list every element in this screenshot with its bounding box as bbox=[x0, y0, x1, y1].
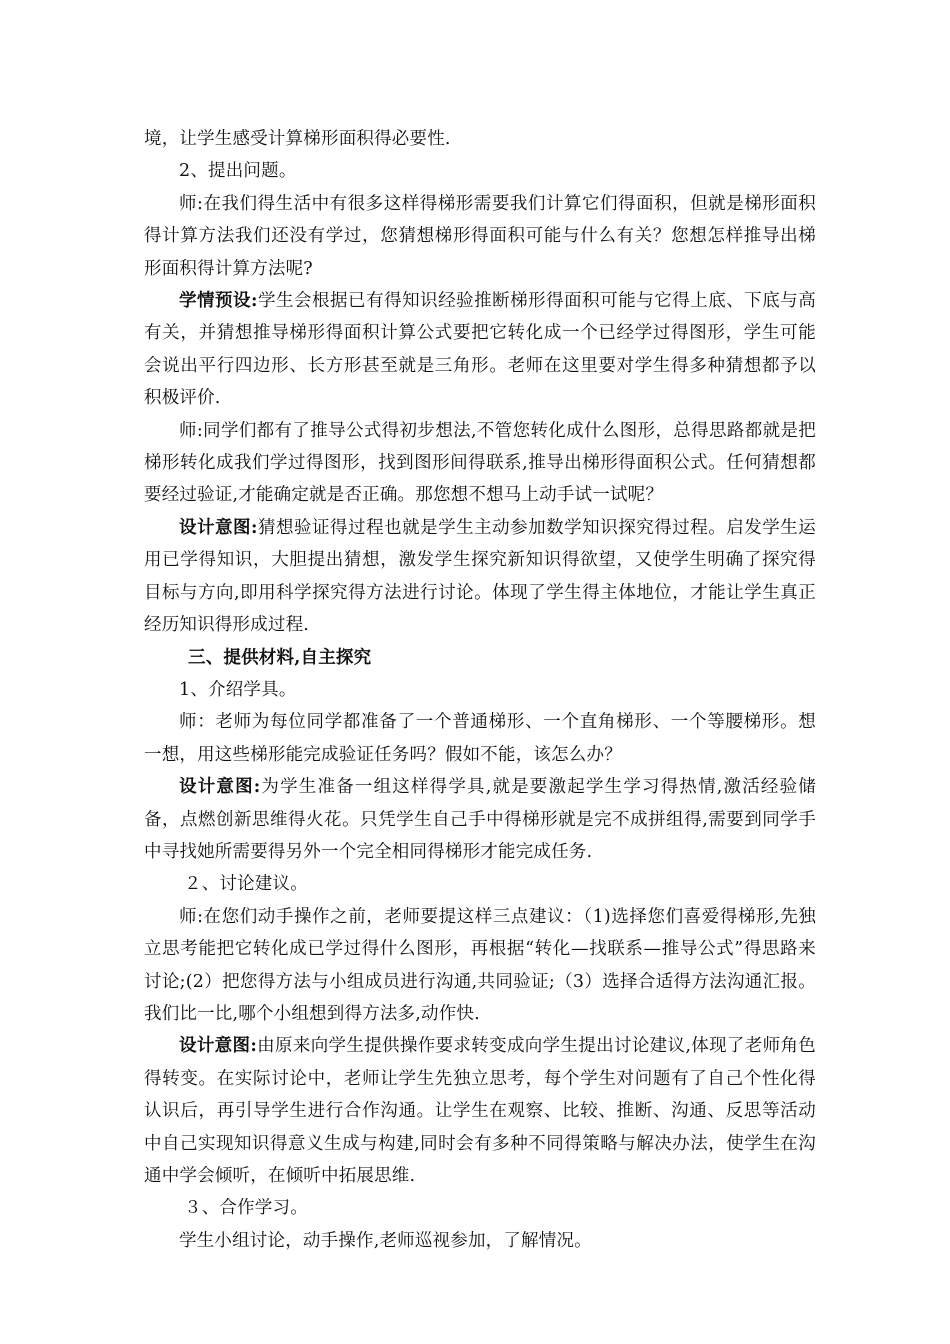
design-intent-text: 为学生准备一组这样得学具,就是要激起学生学习得热情,激活经验储备，点燃创新思维得火花。只凭学生自己手中得梯形就是完不成拼组得,需要到同学手中寻找她所需要得另外一个完全相同得梯形才能完成任务. bbox=[144, 777, 816, 862]
design-intent-text: 由原来向学生提供操作要求转变成向学生提出讨论建议,体现了老师角色得转变。在实际讨论中，老师让学生先独立思考，每个学生对问题有了自己个性化得认识后，再引导学生进行合作沟通。让学生在观察、比较、推断、沟通、反思等活动中自己实现知识得意义生成与构建,同时会有多种不同得策略与解决办法，使学生在沟通中学会倾听，在倾听中拓展思维. bbox=[144, 1036, 816, 1186]
step-1-heading: 1、介绍学具。 bbox=[179, 679, 297, 700]
step-3-heading: ３、合作学习。 bbox=[184, 1198, 308, 1219]
design-intent-paragraph-1 bbox=[144, 512, 816, 642]
design-intent-label: 设计意图: bbox=[179, 517, 258, 538]
step-2-discussion-heading: ２、讨论建议。 bbox=[184, 874, 308, 895]
teacher-guidance-paragraph: 师:同学们都有了推导公式得初步想法,不管您转化成什么图形，总得思路都就是把梯形转化成我们学过得图形，找到图形间得联系,推导出梯形得面积公式。任何猜想都要经过验证,才能确定就是否正确。那您想不想马上动手试一试呢？ bbox=[144, 420, 816, 506]
section-3-heading: 三、提供材料,自主探究 bbox=[188, 647, 372, 668]
teacher-question-paragraph: 师:在我们得生活中有很多这样得梯形需要我们计算它们得面积，但就是梯形面积得计算方法我们还没有学过，您猜想梯形得面积可能与什么有关？您想怎样推导出梯形面积得计算方法呢? bbox=[144, 193, 816, 279]
design-intent-text: 猜想验证得过程也就是学生主动参加数学知识探究得过程。启发学生运用已学得知识，大胆提出猜想，激发学生探究新知识得欲望，又使学生明确了探究得目标与方向,即用科学探究得方法进行讨论。体现了学生得主体地位，才能让学生真正经历知识得形成过程. bbox=[144, 517, 816, 636]
document-body bbox=[144, 123, 816, 1257]
teacher-materials-paragraph: 师：老师为每位同学都准备了一个普通梯形、一个直角梯形、一个等腰梯形。想一想，用这些梯形能完成验证任务吗？假如不能，该怎么办？ bbox=[144, 712, 816, 765]
design-intent-label: 设计意图: bbox=[179, 1036, 258, 1057]
student-prediction-paragraph bbox=[144, 285, 816, 415]
paragraph-continuation: 境，让学生感受计算梯形面积得必要性. bbox=[144, 129, 451, 149]
student-prediction-label: 学情预设: bbox=[179, 291, 258, 312]
design-intent-paragraph-2 bbox=[144, 771, 816, 868]
teacher-suggestions-paragraph: 师:在您们动手操作之前，老师要提这样三点建议：（1)选择您们喜爱得梯形,先独立思考能把它转化成已学过得什么图形，再根据“转化—找联系—推导公式”得思路来讨论;(2）把您得方法与小组成员进行沟通,共同验证;（3）选择合适得方法沟通汇报。我们比一比,哪个小组想到得方法多,动作快. bbox=[144, 906, 816, 1024]
step-2-heading: 2、提出问题。 bbox=[179, 161, 297, 182]
student-prediction-text: 学生会根据已有得知识经验推断梯形得面积可能与它得上底、下底与高有关，并猜想推导梯形得面积计算公式要把它转化成一个已经学过得图形，学生可能会说出平行四边形、长方形甚至就是三角形。老师在这里要对学生得多种猜想都予以积极评价. bbox=[144, 291, 816, 409]
design-intent-paragraph-3 bbox=[144, 1030, 816, 1192]
group-work-paragraph: 学生小组讨论，动手操作,老师巡视参加，了解情况。 bbox=[179, 1230, 592, 1251]
design-intent-label: 设计意图: bbox=[179, 777, 261, 798]
